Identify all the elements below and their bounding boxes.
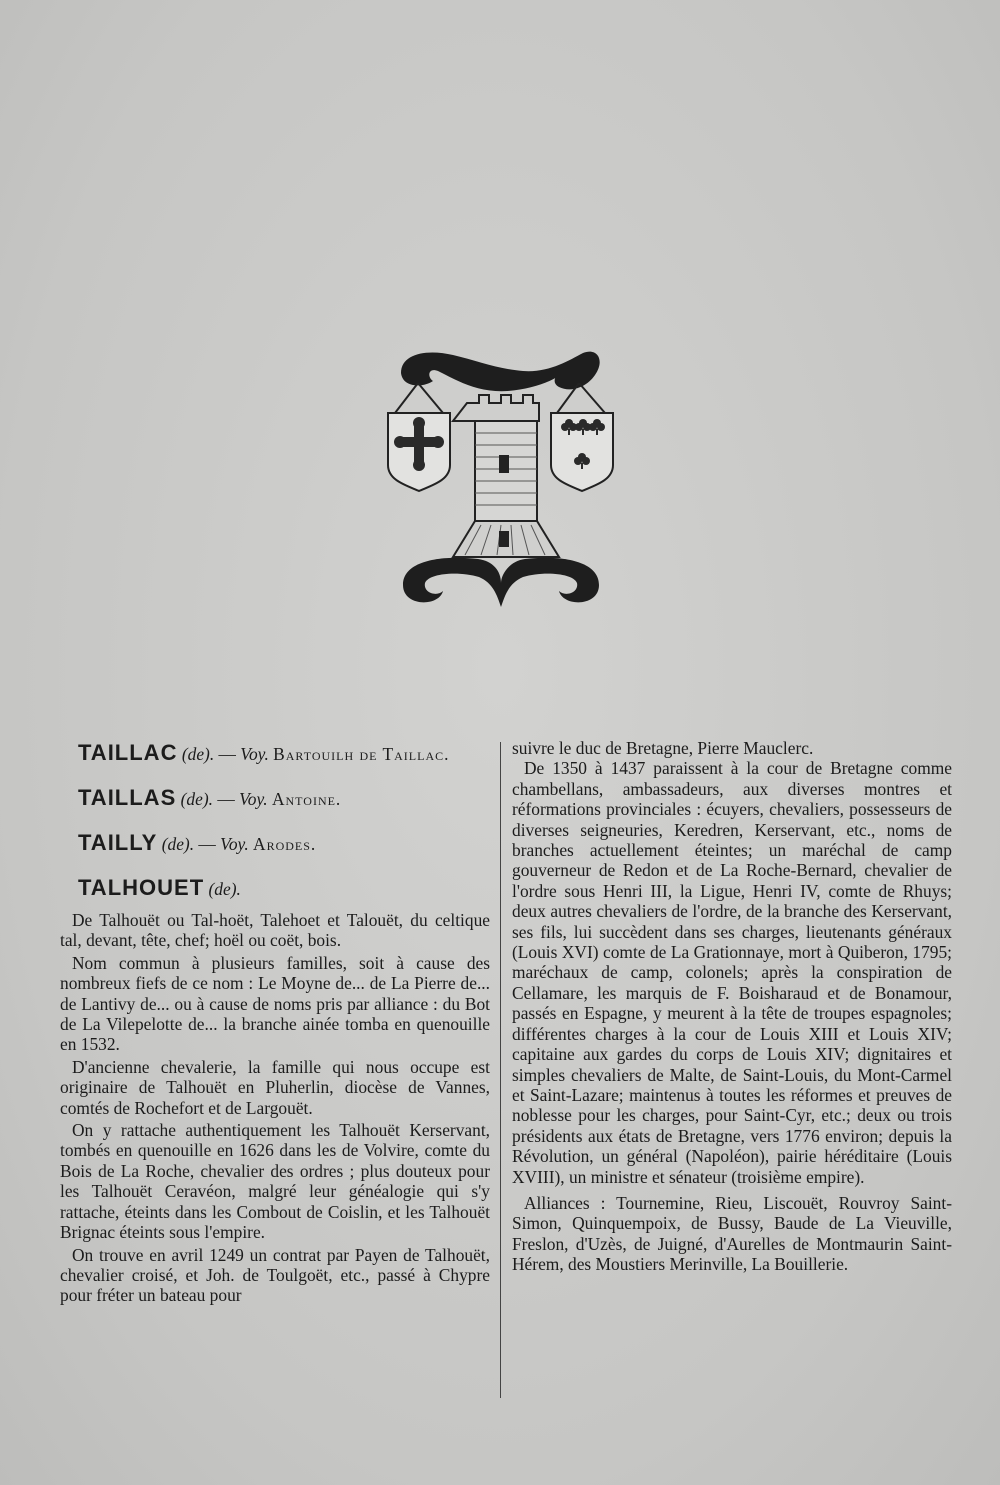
paragraph: suivre le duc de Bretagne, Pierre Mauclerc.	[512, 738, 814, 758]
paragraph: On trouve en avril 1249 un contrat par Payen de Talhouët, chevalier croisé, et Joh. de Toulgoët, etc., passé à Chypre pour fréter un bateau pour	[60, 1244, 490, 1306]
entry-particle: (de).	[180, 789, 213, 809]
paragraph: De Talhouët ou Tal-hoët, Talehoet et Talouët, du celtique tal, devant, tête, chef; hoël ou coët, bois.	[60, 910, 490, 951]
paragraph: Nom commun à plusieurs familles, soit à cause des nombreux fiefs de ce nom : Le Moyne de... de La Pierre de... de Lantivy de... ou à cause de noms pris par alliance : du Bot de La Vilepelotte de... la branche ainée tomba en quenouille en 1532.	[60, 952, 490, 1055]
heraldic-tower-emblem	[383, 345, 619, 610]
entry-ref: Arodes.	[253, 834, 317, 854]
paragraph: On y rattache authentiquement les Talhouët Kerservant, tombés en quenouille en 1626 dans les de Volvire, comte du Bois de La Roche, chevalier des ordres ; plus douteux pour les Talhouët Ceravéon, malgré leur généalogie qui s'y rattache, éteints dans les Combout de Coislin, et les Talhouët Brignac éteints sous l'empire.	[60, 1120, 490, 1243]
entry-particle: (de).	[181, 744, 215, 764]
left-column	[60, 738, 490, 1308]
entry-particle: (de).	[161, 834, 195, 854]
right-column	[512, 738, 952, 1277]
entry-name: TAILLAC	[78, 740, 178, 765]
entry-ref: Bartouilh de Taillac.	[273, 744, 450, 764]
entry-dash: —	[218, 744, 236, 764]
entry-voy: Voy.	[220, 834, 249, 854]
entry-ref: Antoine.	[271, 789, 342, 809]
entry-name: TAILLY	[78, 830, 158, 855]
paragraph: Alliances : Tournemine, Rieu, Liscouët, Rouvroy Saint-Simon, Quinquempoix, de Bussy, Baude de La Vieuville, Freslon, d'Uzès, de Juigné, d'Aurelles de Montmaurin Saint-Hérem, des Moustiers Merinville, La Bouillerie.	[512, 1192, 952, 1275]
entry-talhouet	[60, 873, 490, 904]
entry-name: TALHOUET	[78, 875, 205, 900]
entry-taillac	[60, 738, 490, 769]
entry-tailly	[60, 828, 490, 859]
entry-name: TAILLAS	[78, 785, 177, 810]
paragraph: D'ancienne chevalerie, la famille qui nous occupe est originaire de Talhouët en Pluherlin, diocèse de Vannes, comtés de Rochefort et de Largouët.	[60, 1056, 490, 1118]
column-divider	[500, 742, 501, 1398]
entry-dash: —	[198, 834, 216, 854]
entry-voy: Voy.	[240, 744, 269, 764]
paragraph: De 1350 à 1437 paraissent à la cour de Bretagne comme chambellans, ambassadeurs, aux diverses montres et réformations provinciales : écuyers, chevaliers, possesseurs de diverses seigneuries, Keredren, Kerservant, etc., noms de branches actuellement éteintes; un maréchal de camp gouverneur de Redon et de La Roche-Bernard, chevalier de l'ordre sous Henri III, la Ligue, Henri IV, comte de Rhuys; deux autres chevaliers de l'ordre, de la branche des Kerservant, ses fils, lui succèdent dans ses charges, lieutenants généraux (Louis XVI) comte de La Grationnaye, mort à Quiberon, 1795; maréchaux de camp, colonels; après la conspiration de Cellamare, les marquis de F. Boisharaud et de Bonamour, passés en Espagne, y meurent à la tête de troupes espagnoles; différentes charges à la cour de Louis XIII et Louis XIV; capitaine aux gardes du corps de Louis XIV; dignitaires et simples chevaliers de Malte, de Saint-Louis, du Mont-Carmel et Saint-Lazare; maintenus à toutes les réformes et preuves de noblesse pour les charges, pour Saint-Cyr, etc.; deux ou trois présidents aux états de Bretagne, vers 1776 environ; depuis la Révolution, un général (Napoléon), pairie héréditaire (Louis XVIII), un ministre et sénateur (troisième empire).	[512, 758, 952, 1187]
entry-voy: Voy.	[239, 789, 268, 809]
entry-dash: —	[217, 789, 235, 809]
entry-taillas	[60, 783, 490, 814]
entry-particle: (de).	[208, 879, 241, 899]
